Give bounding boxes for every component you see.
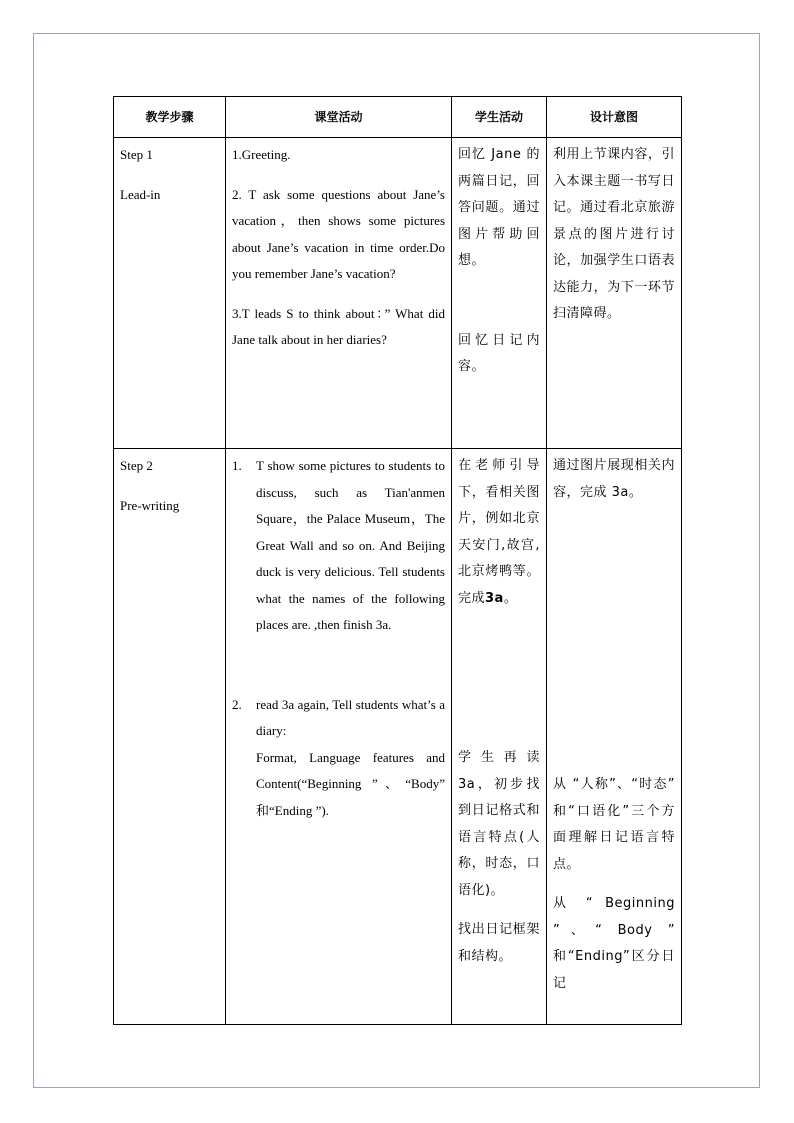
lesson-plan-table [113, 96, 682, 1025]
activity-subitem: Format, Language features and Content(“Beginning ”、“Body” 和“Ending ”). [256, 749, 445, 818]
step-stage: Lead-in [120, 187, 161, 202]
list-number: 1. [232, 458, 242, 473]
student-activity-text-end: 。 [503, 590, 518, 606]
header-teaching-step: 教学步骤 [114, 97, 226, 138]
activity-cell [226, 449, 452, 1025]
step-cell [114, 138, 226, 449]
student-activity-text-part: 在老师引导下，看相关图片，例如北京天安门,故宫,北京烤鸭等。完成 [458, 458, 540, 606]
activity-item: 1.Greeting. [232, 147, 291, 162]
activity-item: read 3a again, Tell students what’s a diary: [256, 696, 445, 738]
design-intent-text: 利用上节课内容，引入本课主题一书写日记。通过看北京旅游景点的图片进行讨论，加强学生口语表达能力，为下一环节扫清障碍。 [553, 147, 675, 321]
student-activity-text: 回忆日记内容。 [458, 332, 540, 374]
student-activity-cell [452, 449, 547, 1025]
step-number: Step 2 [120, 458, 153, 473]
design-intent-text: 从 “人称”、“时态” 和“口语化”三个方面理解日记语言特点。 [553, 777, 675, 872]
header-design-intent: 设计意图 [547, 97, 682, 138]
step-stage: Pre-writing [120, 498, 180, 513]
student-activity-text: 回忆 Jane 的两篇日记，回答问题。通过图片帮助回想。 [458, 147, 540, 268]
activity-item: 3.T leads S to think about：” What did Jane talk about in her diaries? [232, 305, 445, 347]
activity-item: T show some pictures to students to discuss, such as Tian'anmen Square，the Palace Museum，The Great Wall and so on. And Beijing duck is very delicious. Tell students what the names of the following places are. ,then finish 3a. [256, 458, 445, 632]
table-header-row [114, 97, 682, 138]
activity-list-item [232, 453, 445, 639]
student-activity-text [458, 453, 540, 612]
design-intent-text: 通过图片展现相关内容，完成 3a。 [553, 458, 675, 500]
header-student-activity: 学生活动 [452, 97, 547, 138]
list-number: 2. [232, 696, 242, 712]
step-number: Step 1 [120, 147, 153, 162]
student-activity-text: 找出日记框架和结构。 [458, 922, 540, 964]
design-intent-cell [547, 138, 682, 449]
activity-item: 2. T ask some questions about Jane’s vacation，then shows some pictures about Jane’s vacation in time order.Do you remember Jane’s vacation? [232, 186, 445, 281]
design-intent-cell [547, 449, 682, 1025]
table-row [114, 449, 682, 1025]
student-activity-text: 学生再读 3a，初步找到日记格式和语言特点(人称，时态，口语化)。 [458, 750, 540, 898]
design-intent-text: 从 “ Beginning ”、“ Body ” 和“Ending”区分日记 [553, 896, 675, 991]
student-activity-bold: 3a [485, 590, 504, 606]
activity-list-item [232, 692, 445, 745]
student-activity-cell [452, 138, 547, 449]
activity-cell [226, 138, 452, 449]
table-row [114, 138, 682, 449]
step-cell [114, 449, 226, 1025]
header-class-activity: 课堂活动 [226, 97, 452, 138]
